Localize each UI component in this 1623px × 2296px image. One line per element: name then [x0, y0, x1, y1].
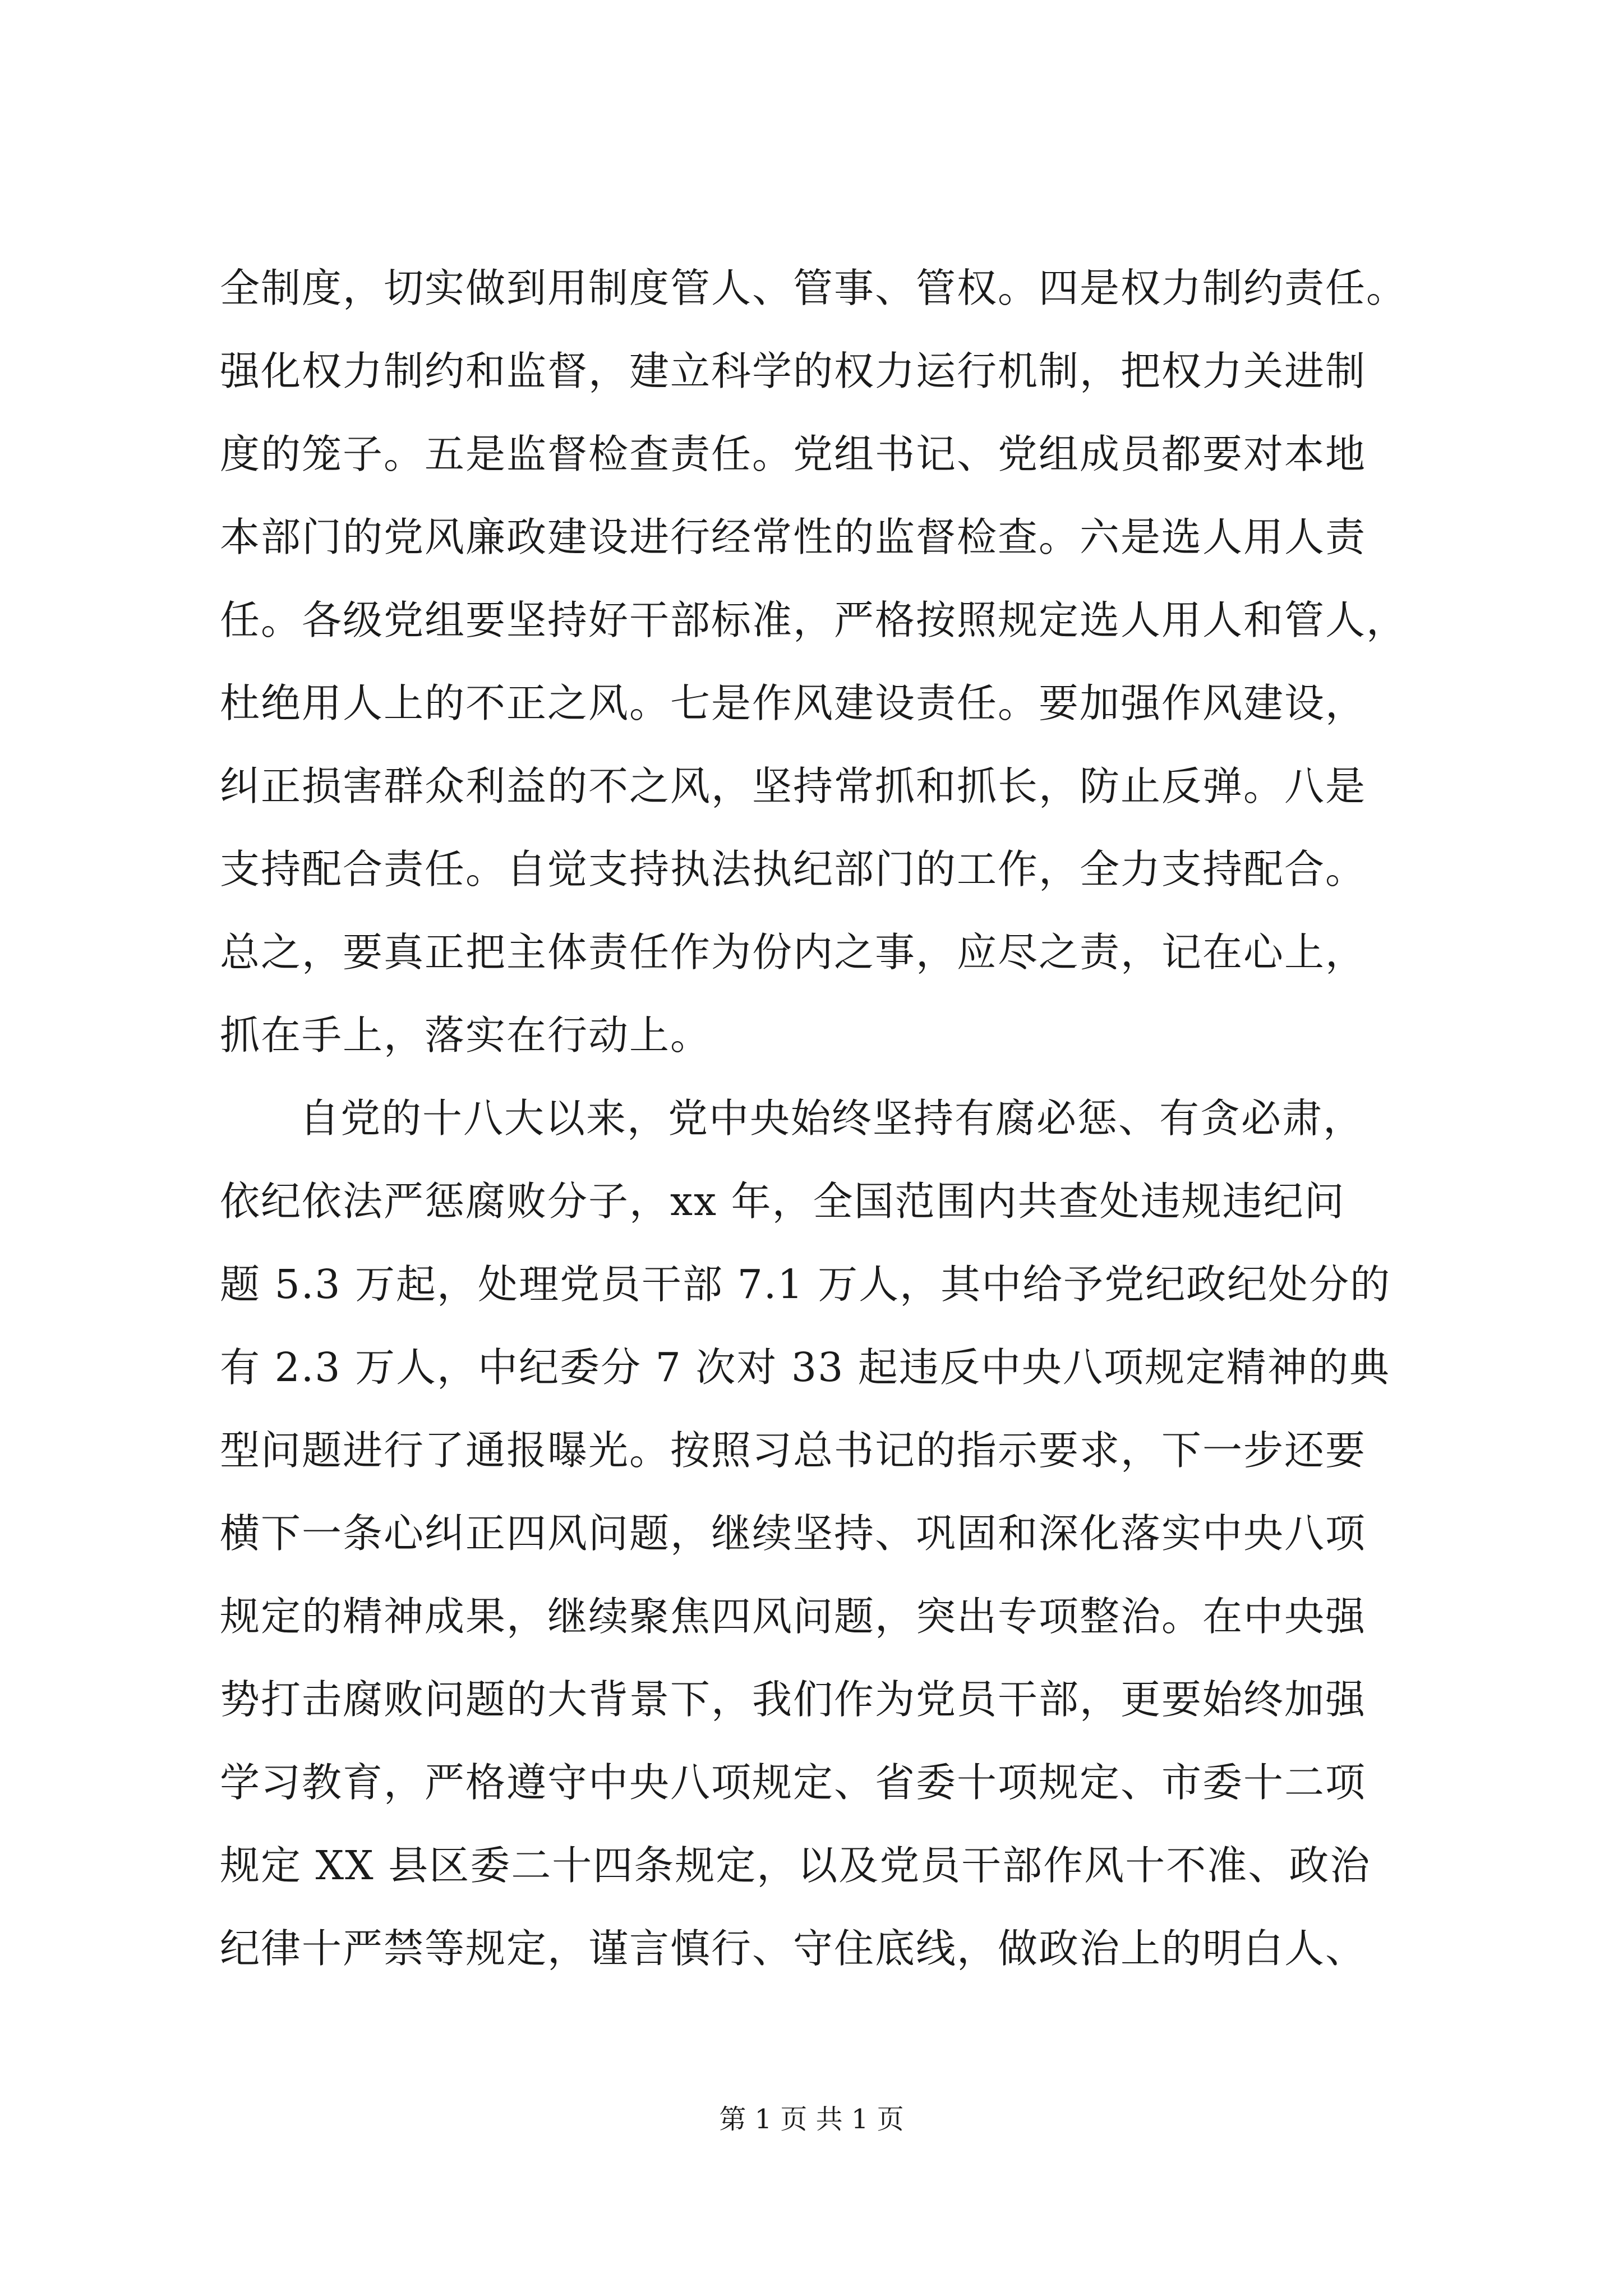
text-line: 度的笼子。五是监督检查责任。党组书记、党组成员都要对本地	[220, 431, 1367, 477]
text-line: 题 5.3 万起，处理党员干部 7.1 万人，其中给予党纪政纪处分的	[220, 1261, 1391, 1308]
text-line: 纠正损害群众利益的不之风，坚持常抓和抓长，防止反弹。八是	[220, 763, 1367, 809]
text-line: 势打击腐败问题的大背景下，我们作为党员干部，更要始终加强	[220, 1676, 1367, 1723]
text-line: 学习教育，严格遵守中央八项规定、省委十项规定、市委十二项	[220, 1759, 1367, 1806]
text-line: 总之，要真正把主体责任作为份内之事，应尽之责，记在心上，	[220, 929, 1367, 976]
text-line: 支持配合责任。自觉支持执法执纪部门的工作，全力支持配合。	[220, 846, 1367, 892]
page-footer	[0, 2102, 1623, 2136]
text-line: 型问题进行了通报曝光。按照习总书记的指示要求，下一步还要	[220, 1427, 1367, 1474]
text-line: 本部门的党风廉政建设进行经常性的监督检查。六是选人用人责	[220, 514, 1367, 560]
document-body	[220, 247, 1414, 1990]
text-line: 抓在手上，落实在行动上。	[220, 1012, 712, 1059]
text-line: 杜绝用人上的不正之风。七是作风建设责任。要加强作风建设，	[220, 680, 1367, 726]
text-line: 任。各级党组要坚持好干部标准，严格按照规定选人用人和管人，	[220, 597, 1408, 643]
paragraph-first-line: 自党的十八大以来，党中央始终坚持有腐必惩、有贪必肃，	[299, 1095, 1364, 1142]
text-line: 规定 XX 县区委二十四条规定，以及党员干部作风十不准、政治	[220, 1842, 1371, 1889]
text-line: 依纪依法严惩腐败分子，xx 年，全国范围内共查处违规违纪问	[220, 1178, 1345, 1225]
text-line: 全制度，切实做到用制度管人、管事、管权。四是权力制约责任。	[220, 265, 1408, 311]
text-line: 有 2.3 万人，中纪委分 7 次对 33 起违反中央八项规定精神的典	[220, 1344, 1390, 1391]
text-line: 横下一条心纠正四风问题，继续坚持、巩固和深化落实中央八项	[220, 1510, 1367, 1557]
text-line: 纪律十严禁等规定，谨言慎行、守住底线，做政治上的明白人、	[220, 1925, 1367, 1972]
page-number: 第 1 页 共 1 页	[719, 2104, 904, 2135]
text-line: 规定的精神成果，继续聚焦四风问题，突出专项整治。在中央强	[220, 1593, 1367, 1640]
text-line: 强化权力制约和监督，建立科学的权力运行机制，把权力关进制	[220, 348, 1367, 394]
